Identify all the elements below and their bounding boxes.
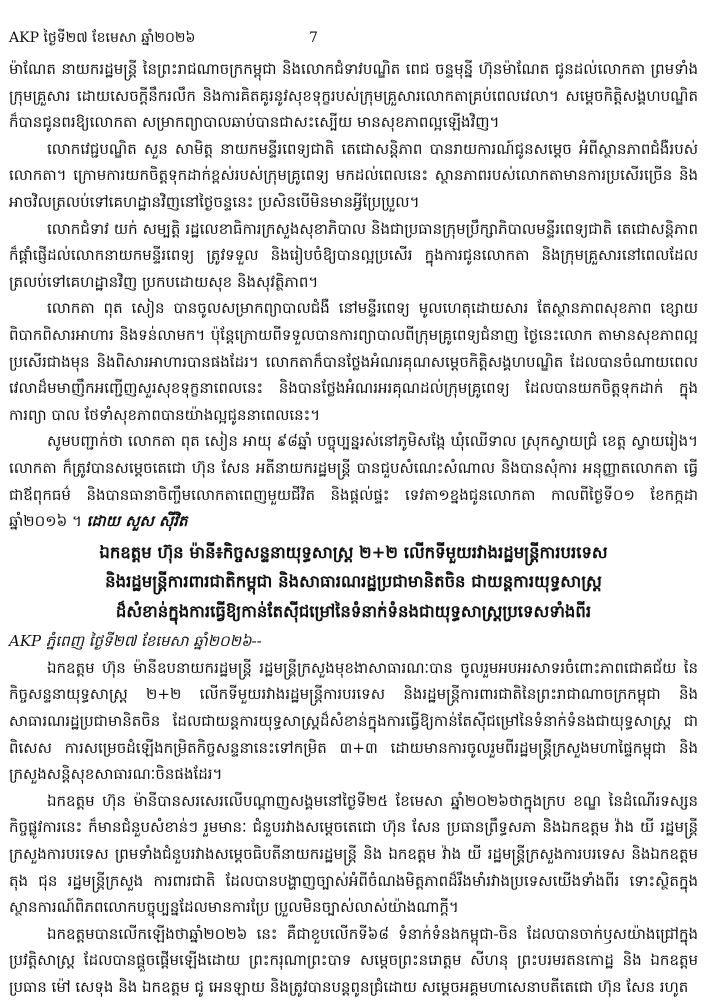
article-headline [9, 535, 698, 629]
paragraph: លោកជំទាវ យក់ សម្បត្តិ រដ្ឋលេខាធិការក្រសួងសុខាភិបាល និងជាប្រធានក្រុមប្រឹក្សាភិបាលមន្ទីរពេទ្យជាតិ តេជោសន្តិភាព ក៏ផ្ដាំផ្ញើដល់លោកនាយកមន្ទីរពេទ្យ ត្រូវទទួល និងរៀបចំឱ្យបានល្អប្រសើរ ក្នុងការជូនលោកតា និងក្រុមគ្រួសារនៅពេលដែលត្រលប់ទៅគេហដ្ឋានវិញ ប្រកបដោយសុខ និងសុវត្ថិភាព។ [9, 219, 698, 291]
header-date-line: AKP ថ្ងៃទី២៧ ខែមេសា ឆ្នាំ២០២៦ [9, 30, 196, 46]
headline-line-1: ឯកឧត្តម ហ៊ុន ម៉ានី៖កិច្ចសន្ទនាយុទ្ធសាស្ត្រ ២+២ លើកទីមួយរវាងរដ្ឋមន្ត្រីការបរទេស [99, 542, 608, 562]
paragraph-text: សូមបញ្ជាក់ថា លោកតា ពុត សៀន អាយុ ៩៨ឆ្នាំ បច្ចុប្បន្នរស់នៅភូមិសង្កែ ឃុំឈើទាល ស្រុកស្វាយជ្រំ ខេត្ត ស្វាយរៀង។ លោកតា ក៏ត្រូវបានសម្តេចតេជោ ហ៊ុន សែន អតីនាយករដ្ឋមន្ត្រី បានជួបសំណេះសំណាល និងបានសុំការ អនុញ្ញាតលោកតា ធ្វើជាឪពុកធម៌ និងបានធានាចិញ្ចឹមលោកតាពេញមួយជីវិត និងផ្តល់ផ្ទះ ទេវតា១ខ្នងជូនលោកតា កាលពីថ្ងៃទី០១ ខែកក្កដា ឆ្នាំ២០១៦ ។ [9, 432, 698, 531]
byline: ដោយ សួស ស៊ីវិត [86, 512, 188, 531]
headline-line-2: និងរដ្ឋមន្ត្រីការពារជាតិកម្ពុជា និងសាធារណរដ្ឋប្រជាមានិតចិន ជាយន្តការយុទ្ធសាស្ត្រ [105, 572, 602, 592]
article-body [9, 56, 698, 1001]
paragraph: លោកវេជ្ជបណ្ឌិត សួន សាមិត្ត នាយកមន្ទីរពេទ្យជាតិ តេជោសន្តិភាព បានរាយការណ៍ជូនសម្តេច អំពីស្ថានភាពជំងឺរបស់លោកតា។ ក្រោមការយកចិត្តទុកដាក់ខ្ពស់របស់ក្រុមគ្រូពេទ្យ មកដល់ពេលនេះ ស្ថានភាពរបស់លោកតាមានការប្រសើរច្រើន និងអាចវិលត្រលប់ទៅគេហដ្ឋានវិញនៅថ្ងៃចន្ទនេះ ប្រសិនបើមិនមានអ្វីប្រែប្រួល។ [9, 139, 698, 211]
paragraph: លោកតា ពុត សៀន បានចូលសម្រាកព្យាបាលជំងឺ នៅមន្ទីរពេទ្យ មូលហេតុដោយសារ តែស្ថានភាពសុខភាព ខ្សោយ ពិបាកពិសារអាហារ និងទន់លាមក។ ប៉ុន្តែក្រោយពីទទួលបានការព្យាបាលពីក្រុមគ្រូពេទ្យជំនាញ ថ្ងៃនេះលោក តាមានសុខភាពល្អប្រសើរជាងមុន និងពិសារអាហារបានផងដែរ។ លោកតាក៏បានថ្លែងអំណរគុណសម្តេចកិត្តិសង្គហបណ្ឌិត ដែលបានចំណាយពេលវេលាដ៏មមាញឹកអញ្ជើញសួរសុខទុក្ខនាពេលនេះ និងបានថ្លែងអំណរអរគុណដល់ក្រុមគ្រូពេទ្យ ដែលបានយកចិត្តទុកដាក់ ក្នុងការព្យា បាល ថែទាំសុខភាពបានយ៉ាងល្អជូននាពេលនេះ។ [9, 299, 698, 424]
paragraph-with-byline [9, 428, 698, 534]
paragraph-continuation: ម៉ាណែត នាយករដ្ឋមន្ត្រី នៃព្រះរាជណាចក្រកម្ពុជា និងលោកជំទាវបណ្ឌិត ពេជ ចន្ទមុន្នី ហ៊ុនម៉ាណែត ជូនដល់លោកតា ព្រមទាំងក្រុមគ្រួសារ ដោយសេចក្តីនឹករលឹក និងការគិតគូរនូវសុខទុក្ខរបស់ក្រុមគ្រួសារលោកតាគ្រប់ពេលវេលា។ សម្តេចកិត្តិសង្គហបណ្ឌិត ក៏បានជូនពរឱ្យលោកតា សម្រាកព្យាបាលឆាប់បានជាសះស្បើយ មានសុខភាពល្អឡើងវិញ។ [9, 60, 698, 132]
page-number: 7 [309, 30, 318, 46]
paragraph: ឯកឧត្តម ហ៊ុន ម៉ានីបានសរសេរលើបណ្តាញសង្គមនៅថ្ងៃទី២៥ ខែមេសា ឆ្នាំ២០២៦ថាក្នុងក្រប ខណ្ឌ នៃដំណើរទស្សនកិច្ចផ្លូវការនេះ ក៏មានជំនួបសំខាន់ៗ រួមមានៈ ជំនួបរវាងសម្តេចតេជោ ហ៊ុន សែន ប្រធានព្រឹទ្ធសភា និងឯកឧត្តម វ៉ាង យី រដ្ឋមន្ត្រីក្រសួងការបរទេស ព្រមទាំងជំនួបរវាងសម្តេចធិបតីនាយករដ្ឋមន្ត្រី និង ឯកឧត្តម វ៉ាង យី រដ្ឋមន្ត្រីក្រសួងការបរទេស និងឯកឧត្តម តុង ជុន រដ្ឋមន្ត្រីក្រសួង ការពារជាតិ ដែលបានបង្ហាញច្បាស់អំពីចំណងមិត្តភាពដ៏រឹងមាំរវាងប្រទេសយើងទាំងពីរ ទោះស្ថិតក្នុងស្ថានការណ៍ពិភពលោកបច្ចុប្បន្នដែលមានការប្រែ ប្រួលមិនច្បាស់លាស់យ៉ាងណាក្តី។ [9, 791, 698, 917]
dateline: AKP ភ្នំពេញ ថ្ងៃទី២៧ ខែមេសា ឆ្នាំ២០២៦-- [9, 632, 262, 651]
paragraph: ឯកឧត្តម ហ៊ុន ម៉ានីឧបនាយករដ្ឋមន្ត្រី រដ្ឋមន្ត្រីក្រសួងមុខងាសាធារណៈបាន ចូលរួមអបអរសាទរចំពោះភាពជោគជ័យ នៃកិច្ចសន្ទនាយុទ្ធសាស្ត្រ ២+២ លើកទីមួយរវាងរដ្ឋមន្ត្រីការបរទេស និងរដ្ឋមន្ត្រីការពារជាតិនៃព្រះរាជាណាចក្រកម្ពុជា និងសាធារណរដ្ឋប្រជាមានិតចិន ដែលជាយន្តការយុទ្ធសាស្ត្រដ៏សំខាន់ក្នុងការធ្វើឱ្យកាន់តែស៊ីជម្រៅនៃទំនាក់ទំនងជាយុទ្ធសាស្ត្រ ជាពិសេស ការសម្រេចដំឡើងកម្រិតកិច្ចសន្ទនានេះទៅកម្រិត ៣+៣ ដោយមានការចូលរួមពីរដ្ឋមន្ត្រីក្រសួងមហាផ្ទៃកម្ពុជា និងក្រសួងសន្តិសុខសាធារណៈចិនផងដែរ។ [9, 658, 698, 784]
page-header [9, 28, 698, 48]
paragraph: ឯកឧត្តមបានលើកឡើងថាឆ្នាំ២០២៦ នេះ គឺជាខួបលើកទី៦៨ ទំនាក់ទំនងកម្ពុជា-ចិន ដែលបានចាក់ឫសយ៉ាងជ្រៅក្នុងប្រវត្តិសាស្ត្រ ដែលបានផ្តួចផ្តើមឡើងដោយ ព្រះករុណាព្រះបាទ សម្តេចព្រះនរោត្តម សីហនុ ព្រះបរមរតនកោដ្ឋ និង ឯកឧត្តមប្រធាន ម៉ៅ សេទុង និង ឯកឧត្តម ជូ អេនឡាយ និងត្រូវបានបន្តពូនជ្រំដោយ សម្តេចអគ្គមហាសេនាបតីតេជោ ហ៊ុន សែន រហូត [9, 924, 698, 996]
headline-line-3: ដ៏សំខាន់ក្នុងការធ្វើឱ្យកាន់តែស៊ីជម្រៅនៃទំនាក់ទំនងជាយុទ្ធសាស្ត្រប្រទេសទាំងពីរ [115, 601, 592, 621]
